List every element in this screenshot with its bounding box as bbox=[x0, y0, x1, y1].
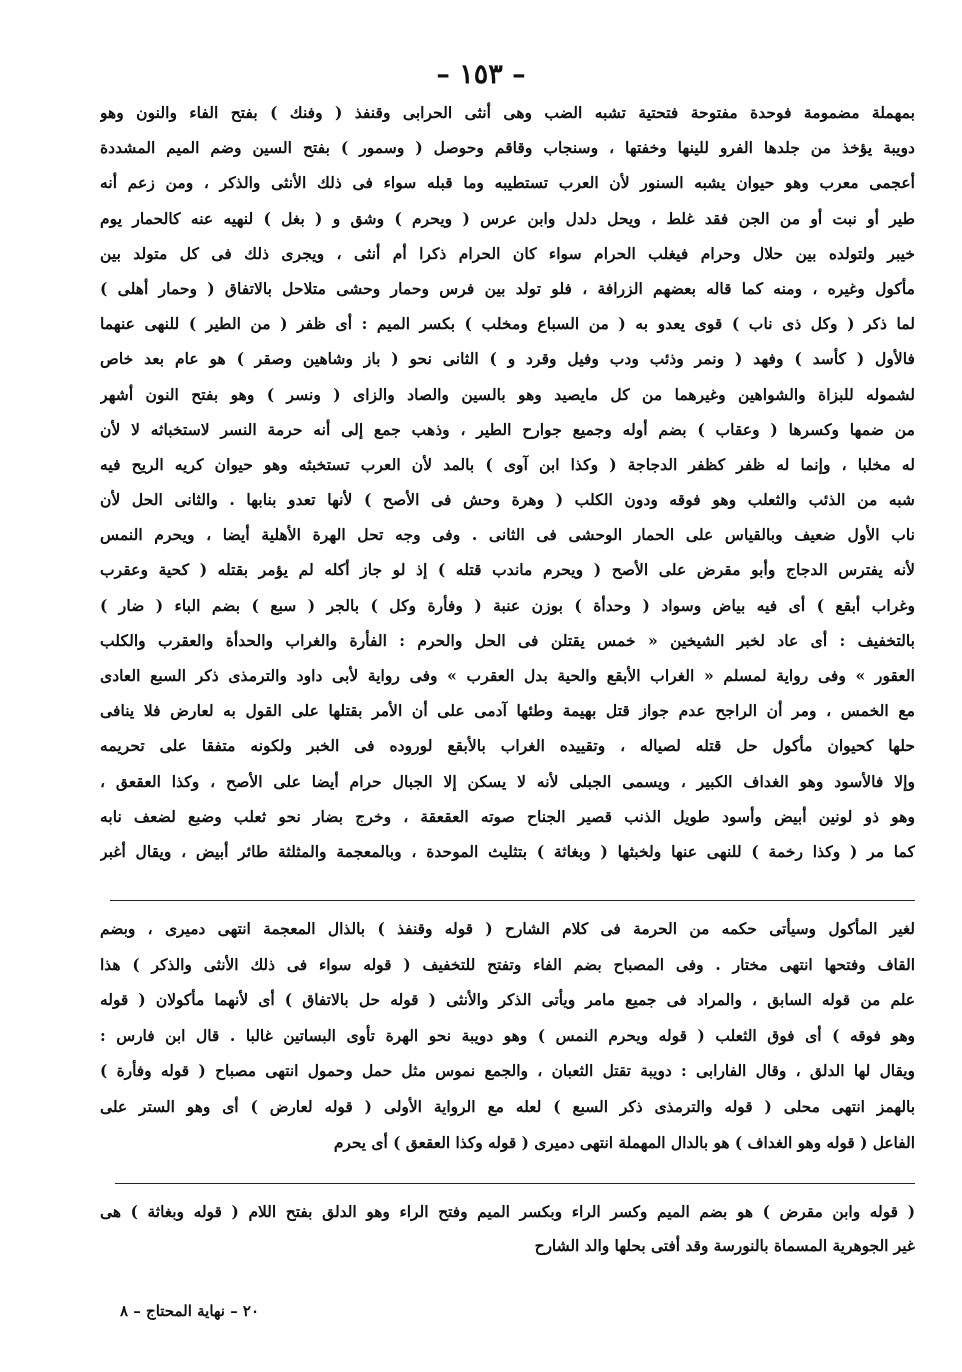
footnote-line: الفاعل ( قوله وهو الغداف ) هو بالدال المهملة انتهى دميرى ( قوله وكذا العقعق ) أى يحرم bbox=[333, 1133, 915, 1152]
main-line: شبه من الذئب والثعلب وهو فوقه ودون الكلب ( وهرة وحش فى الأصح ) لأنها تعدو بنابها . والثانى الحل لأن bbox=[100, 490, 915, 510]
main-line: مع الخمس ، ومر أن الراجح عدم جواز قتل بهيمة وطئها آدمى على أن الأمر بقتلها على القول به لعارض فلا ينافى bbox=[100, 701, 915, 721]
sub-note-line: ( قوله وابن مقرض ) هو بضم الميم وكسر الراء وبكسر الميم وفتح الراء وهو الدلق بفتح اللام ( قوله وبغاثة ) هى bbox=[100, 1203, 915, 1221]
main-line: لشموله للبزاة والشواهين وغيرهما من كل مايصيد وهو بالسين والصاد والزاى ( ونسر ) وهو بفتح النون أشهر bbox=[100, 384, 915, 404]
main-line: له مخلبا ، وإنما له ظفر كظفر الدجاجة ( وكذا ابن آوى ) بالمد لأن العرب تستخبثه وهو حيوان كريه الريح فيه bbox=[100, 454, 915, 474]
main-line: وإلا فالأسود وهو الغداف الكبير ، ويسمى الجبلى لأنه لا يسكن إلا الجبال حرام أيضا على الأصح ، وكذا العقعق ، bbox=[100, 771, 915, 791]
main-line: كما مر ( وكذا رخمة ) للنهى عنها ولخبثها ( وبغاثة ) بتثليث الموحدة ، وبالمعجمة والمثلثة طائر أبيض ، ويقال أغبر bbox=[100, 841, 915, 861]
footnote-line: وهو فوقه ) أى فوق الثعلب ( قوله ويحرم النمس ) وهو دويبة نحو الهرة تأوى البساتين غالبا . قال ابن فارس : bbox=[100, 1026, 915, 1045]
footnote-line: علم من قوله السابق ، والمراد فى جميع مامر ويأتى الذكر والأنثى ( قوله حل بالاتفاق ) أى لأنهما مأكولان ( قوله bbox=[100, 991, 915, 1010]
main-line: لأنه يفترس الدجاج وأبو مقرض على الأصح ( ويحرم ماندب قتله ) إذ لو جاز أكله لم يؤمر بقتله ( كحية وعقرب bbox=[100, 560, 915, 580]
main-line: فالأول ( كأسد ) وفهد ( ونمر وذئب ودب وفيل وقرد و ) الثانى نحو ( باز وشاهين وصقر ) هو عام بعد خاص bbox=[100, 349, 915, 369]
sub-note-divider bbox=[115, 1183, 915, 1184]
main-line: أعجمى معرب وهو حيوان يشبه السنور لأن العرب تستطيبه وما قبله سواء فى ذلك الأنثى والذكر ، ومن زعم أنه bbox=[100, 173, 915, 193]
main-line: العقور » وفى رواية لمسلم « الغراب الأبقع والحية بدل العقرب » وفى رواية لأبى داود والترمذى ذكر السبع العادى bbox=[100, 666, 915, 685]
footnote-line: بالهمز انتهى محلى ( قوله والترمذى ذكر السبع ) لعله مع الرواية الأولى ( قوله لعارض ) أى وهو الستر على bbox=[100, 1097, 915, 1116]
main-line: ناب الأول ضعيف وبالقياس على الحمار الوحشى فى الثانى . وفى وجه تحل الهرة الأهلية أيضا ، ويحرم النمس bbox=[100, 525, 915, 545]
footnote-divider bbox=[110, 900, 915, 901]
main-line: طير أو نبت أو من الجن فقد غلط ، ويحل دلدل وابن عرس ( ويحرم ) وشق و ( بغل ) لنهيه عنه كالحمار يوم bbox=[100, 208, 915, 228]
main-line: دويبة يؤخذ من جلدها الفرو للينها وخفتها ، وسنجاب وقاقم وحوصل ( وسمور ) بفتح السين وضم الميم المشددة bbox=[100, 138, 915, 158]
main-line: خيبر ولتولده بين حلال وحرام فيغلب الحرام سواء كان الحرام ذكرا أم أنثى ، ويجرى ذلك فى كل متولد بين bbox=[100, 243, 915, 263]
sub-notes bbox=[100, 1195, 915, 1263]
main-line: حلها كحيوان مأكول حل قتله لصياله ، وتقييده الغراب بالأبقع لوروده فى الخبر ولكونه متفقا على تحريمه bbox=[100, 736, 915, 756]
page-footer: ٢٠ – نهاية المحتاج – ٨ bbox=[120, 1302, 260, 1320]
main-line: لما ذكر ( وكل ذى ناب ) قوى يعدو به ( من السباع ومخلب ) بكسر الميم : أى ظفر ( من الطير ) للنهى عنهما bbox=[100, 314, 915, 334]
footnotes bbox=[100, 912, 915, 1161]
main-line: وهو ذو لونين أبيض وأسود طويل الذنب قصير الجناح صوته العقعقة ، وخرج بضار نحو ثعلب وضبع لضعف نابه bbox=[100, 806, 915, 826]
main-line: مأكول وغيره ، ومنه كما قاله بعضهم الزرافة ، فلو تولد بين فرس وحمار وحشى متلاحل بالاتفاق ( وحمار أهلى ) bbox=[100, 278, 915, 298]
main-line: وغراب أبقع ) أى فيه بياض وسواد ( وحدأة ) بوزن عنبة ( وفأرة وكل ) بالجر ( سبع ) بضم الباء ( ضار ) bbox=[100, 595, 915, 615]
main-text bbox=[100, 95, 915, 869]
sub-note-line: غير الجوهرية المسماة بالنورسة وقد أفتى بحلها والد الشارح bbox=[534, 1237, 915, 1255]
main-line: من ضمها وكسرها ( وعقاب ) بضم أوله وجميع جوارح الطير ، وذهب جمع إلى أنه حرمة النسر لاستخباثه لا لأن bbox=[100, 419, 915, 439]
page-number: – ١٥٣ – bbox=[436, 59, 526, 90]
footnote-line: ويقال لها الدلق ، وقال الفارابى : دويبة تقتل الثعبان ، والجمع نموس مثل حمل وحمول انتهى مصباح ( قوله وفأرة ) bbox=[100, 1062, 915, 1081]
footnote-line: لغير المأكول وسيأتى حكمه من الحرمة فى كلام الشارح ( قوله وقنفذ ) بالذال المعجمة انتهى دميرى ، وبضم bbox=[100, 920, 915, 938]
main-line: بالتخفيف : أى عاد لخبر الشيخين « خمس يقتلن فى الحل والحرم : الفأرة والغراب والحدأة والعقرب والكلب bbox=[100, 630, 915, 650]
footnote-line: القاف وفتحها انتهى مختار . وفى المصباح بضم الفاء وتفتح للتخفيف ( قوله سواء فى ذلك الأنثى والذكر ) هذا bbox=[100, 955, 915, 974]
main-line: بمهملة مضمومة فوحدة مفتوحة فتحتية تشبه الضب وهى أنثى الحرابى وقنفذ ( وفنك ) بفتح الفاء والنون وهو bbox=[100, 103, 915, 122]
